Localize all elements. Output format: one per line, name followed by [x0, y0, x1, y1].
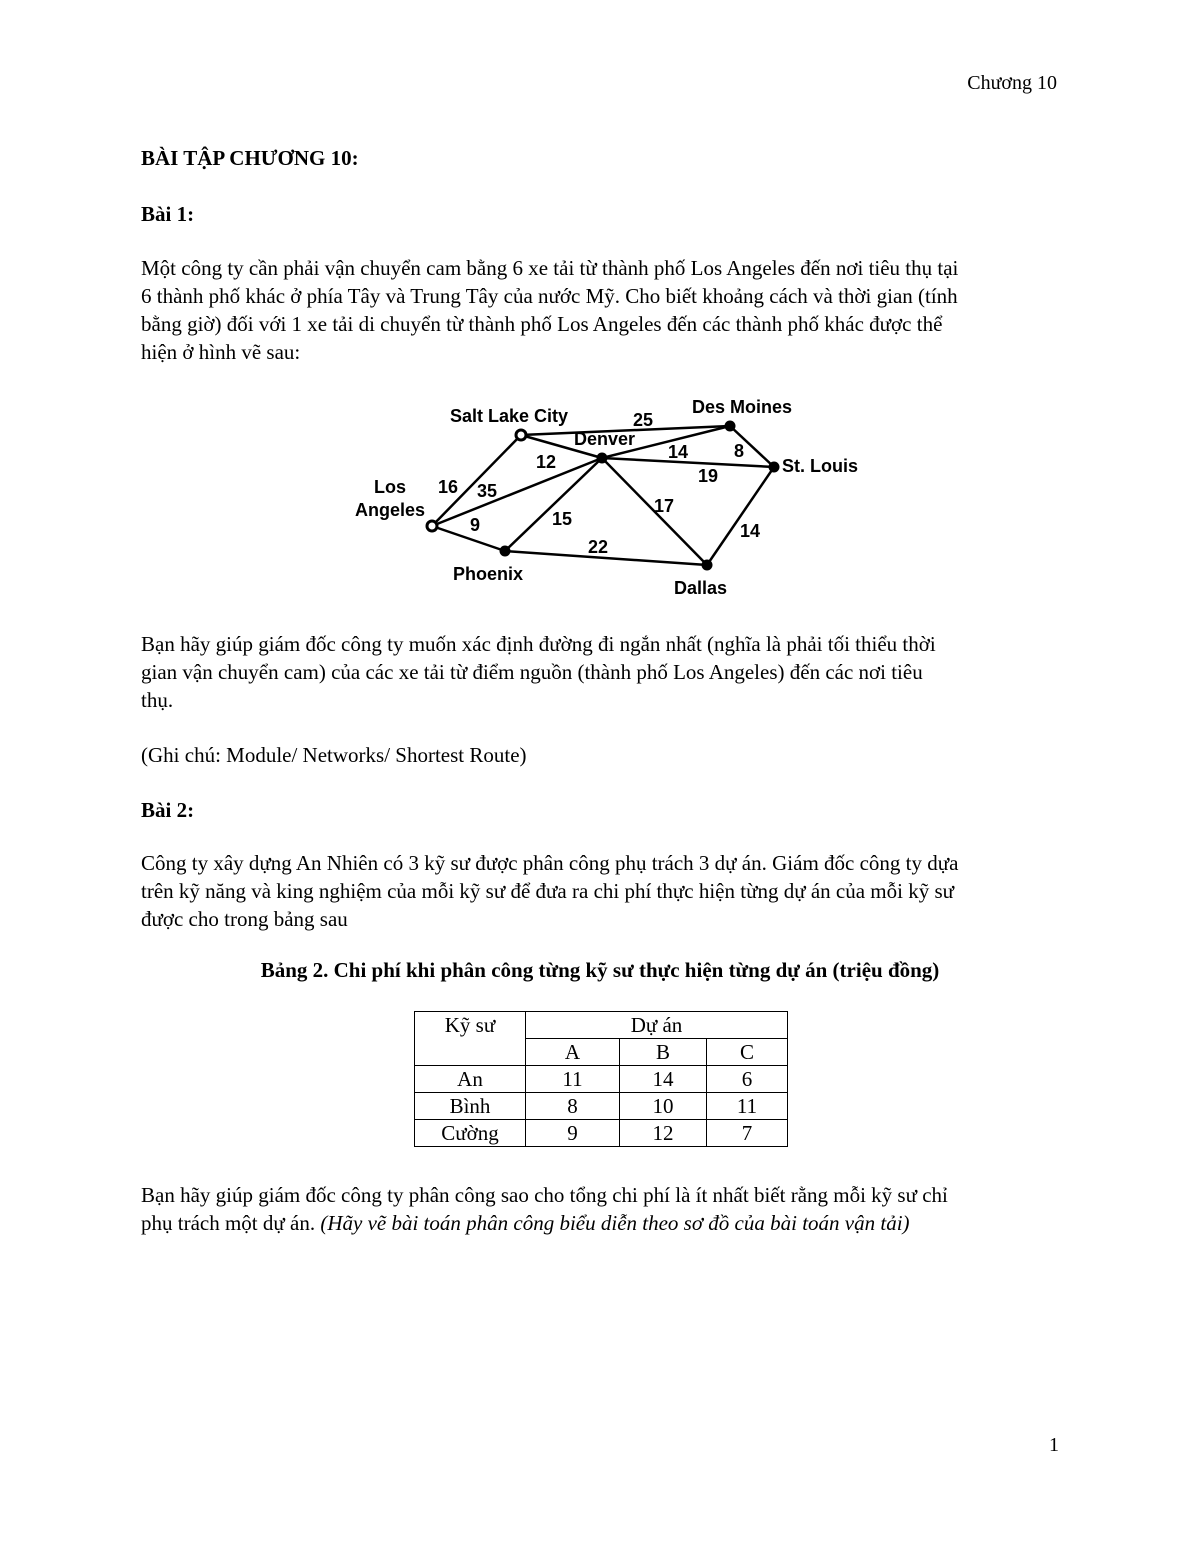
node-salt-lake-city	[516, 430, 526, 440]
edge-la-phx	[432, 526, 505, 551]
label-des-moines: Des Moines	[692, 397, 793, 417]
question-plain: phụ trách một dự án.	[141, 1211, 321, 1235]
node-labels	[355, 397, 858, 598]
header-col-a: A	[526, 1039, 620, 1066]
label-los-angeles-line1: Los	[373, 477, 407, 497]
label-denver: Denver	[574, 429, 636, 449]
page-title: BÀI TẬP CHƯƠNG 10:	[141, 146, 359, 170]
row-name: Cường	[415, 1120, 526, 1147]
node-des-moines	[725, 421, 736, 432]
label-salt-lake-city: Salt Lake City	[450, 406, 569, 426]
weight-den-dal: 17	[654, 496, 675, 516]
row-name: Bình	[415, 1093, 526, 1120]
cell-value: 10	[620, 1093, 707, 1120]
text-line: Công ty xây dựng An Nhiên có 3 kỹ sư được phân công phụ trách 3 dự án. Giám đốc công ty dựa	[141, 851, 959, 875]
label-phoenix: Phoenix	[453, 564, 524, 584]
cell-value: 14	[620, 1066, 707, 1093]
weight-dal-stl: 14	[740, 521, 761, 541]
weight-slc-dm: 25	[633, 410, 654, 430]
header-col-c: C	[707, 1039, 788, 1066]
table-row	[415, 1120, 788, 1147]
node-phoenix	[500, 546, 511, 557]
cell-value: 9	[526, 1120, 620, 1147]
text-line: Bạn hãy giúp giám đốc công ty phân công sao cho tổng chi phí là ít nhất biết rằng mỗi kỹ sư chỉ	[141, 1183, 948, 1207]
network-diagram	[340, 390, 880, 605]
text-line: Một công ty cần phải vận chuyển cam bằng 6 xe tải từ thành phố Los Angeles đến nơi tiêu thụ tại	[141, 256, 959, 280]
cost-table	[414, 1011, 788, 1147]
page-header: Chương 10	[967, 72, 1057, 94]
weight-den-dm: 14	[668, 442, 689, 462]
weight-den-phx: 15	[552, 509, 573, 529]
question-italic-hint: (Hãy vẽ bài toán phân công biểu diễn theo sơ đồ của bài toán vận tải)	[320, 1211, 910, 1235]
bai1-intro	[141, 254, 1061, 366]
weight-dm-stl: 8	[734, 441, 745, 461]
weight-den-stl: 19	[698, 466, 719, 486]
node-los-angeles	[427, 521, 437, 531]
label-st-louis: St. Louis	[782, 456, 858, 476]
text-line: gian vận chuyển cam) của các xe tải từ điểm nguồn (thành phố Los Angeles) đến các nơi tiêu	[141, 660, 923, 684]
cell-value: 11	[526, 1066, 620, 1093]
table-row	[415, 1093, 788, 1120]
table-caption: Bảng 2. Chi phí khi phân công từng kỹ sư thực hiện từng dự án (triệu đồng)	[260, 958, 940, 982]
label-dallas: Dallas	[674, 578, 728, 598]
weight-phx-dal: 22	[588, 537, 609, 557]
weight-slc-den: 12	[536, 452, 557, 472]
text-line: trên kỹ năng và king nghiệm của mỗi kỹ sư để đưa ra chi phí thực hiện từng dự án của mỗi kỹ sư	[141, 879, 955, 903]
row-name: An	[415, 1066, 526, 1093]
cell-value: 8	[526, 1093, 620, 1120]
node-st-louis	[769, 462, 780, 473]
table-header-row	[415, 1012, 788, 1039]
text-line: được cho trong bảng sau	[141, 907, 348, 931]
cell-value: 12	[620, 1120, 707, 1147]
weight-la-phx: 9	[470, 515, 481, 535]
header-du-an: Dự án	[526, 1012, 788, 1039]
cell-value: 7	[707, 1120, 788, 1147]
bai2-intro	[141, 849, 1061, 933]
bai1-heading: Bài 1:	[141, 202, 195, 226]
text-line: thụ.	[141, 688, 174, 712]
node-dallas	[702, 560, 713, 571]
bai2-heading: Bài 2:	[141, 798, 195, 822]
bai1-question	[141, 630, 1061, 714]
text-line: hiện ở hình vẽ sau:	[141, 340, 301, 364]
bai1-note: (Ghi chú: Module/ Networks/ Shortest Route)	[141, 743, 527, 767]
label-los-angeles-line2: Angeles	[354, 500, 426, 520]
text-line: bằng giờ) đối với 1 xe tải di chuyển từ thành phố Los Angeles đến các thành phố khác được thể	[141, 312, 943, 336]
header-ky-su: Kỹ sư	[415, 1012, 526, 1066]
header-col-b: B	[620, 1039, 707, 1066]
bai2-question	[141, 1181, 1061, 1237]
text-line	[141, 1209, 1061, 1237]
table-row	[415, 1066, 788, 1093]
text-line: 6 thành phố khác ở phía Tây và Trung Tây của nước Mỹ. Cho biết khoảng cách và thời gian (tính	[141, 284, 958, 308]
weight-la-den: 35	[477, 481, 498, 501]
cell-value: 11	[707, 1093, 788, 1120]
node-denver	[597, 453, 608, 464]
weight-la-slc: 16	[438, 477, 459, 497]
cell-value: 6	[707, 1066, 788, 1093]
text-line: Bạn hãy giúp giám đốc công ty muốn xác định đường đi ngắn nhất (nghĩa là phải tối thiểu thời	[141, 632, 936, 656]
page-number: 1	[1049, 1434, 1059, 1456]
